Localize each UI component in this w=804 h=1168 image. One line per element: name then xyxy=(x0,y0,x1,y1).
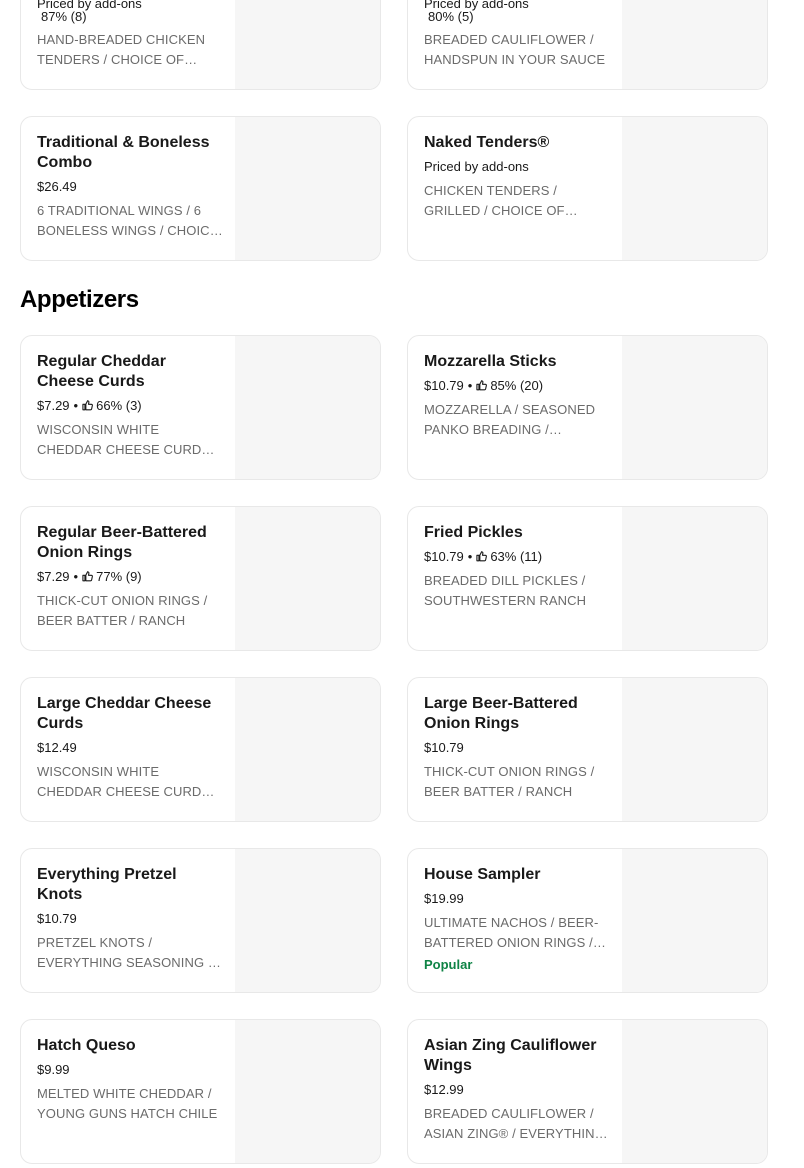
menu-item-name: Naked Tenders® xyxy=(424,134,550,151)
menu-item-card[interactable] xyxy=(407,1019,768,1164)
menu-item-name: Everything Pretzel Knots xyxy=(37,866,177,903)
thumbs-up-icon xyxy=(82,399,93,411)
menu-item-description: HAND-BREADED CHICKEN TENDERS / CHOICE OF xyxy=(37,32,206,67)
menu-item-name: Large Beer-Battered Onion Rings xyxy=(424,695,578,732)
menu-item-info xyxy=(424,507,610,650)
menu-item-price: $10.79 xyxy=(37,911,77,926)
menu-item-card[interactable] xyxy=(20,0,381,90)
menu-item-info xyxy=(424,117,610,260)
menu-item-description: ULTIMATE NACHOS / BEER-BATTERED ONION RINGS / xyxy=(424,915,599,950)
thumbs-up-icon xyxy=(476,550,487,562)
menu-item-description: CHICKEN TENDERS / GRILLED / CHOICE OF xyxy=(424,183,565,218)
menu-item-description: MOZZARELLA / SEASONED PANKO BREADING / xyxy=(424,402,596,437)
menu-item-card[interactable] xyxy=(407,506,768,651)
menu-item-name: Asian Zing Cauliflower Wings xyxy=(424,1037,597,1074)
menu-item-card[interactable] xyxy=(407,335,768,480)
menu-item-info xyxy=(37,849,223,992)
menu-item-card[interactable] xyxy=(20,506,381,651)
menu-item-price: $10.79 xyxy=(424,740,464,755)
menu-item-name: House Sampler xyxy=(424,866,541,883)
menu-item-meta xyxy=(424,548,610,566)
menu-item-info xyxy=(424,1020,610,1163)
thumbs-up-icon xyxy=(82,570,93,582)
menu-item-description: MELTED WHITE CHEDDAR / YOUNG GUNS HATCH CHILE xyxy=(37,1086,218,1121)
menu-item-rating: 63% (11) xyxy=(490,549,543,564)
menu-item-image xyxy=(235,849,380,992)
menu-item-image xyxy=(622,849,767,992)
menu-item-image xyxy=(622,507,767,650)
menu-item-name: Traditional & Boneless Combo xyxy=(37,134,210,171)
menu-item-image xyxy=(622,336,767,479)
popular-badge: Popular xyxy=(424,957,473,972)
menu-item-meta xyxy=(37,568,223,586)
menu-item-card[interactable] xyxy=(20,116,381,261)
menu-item-card[interactable] xyxy=(407,848,768,993)
menu-item-description: THICK-CUT ONION RINGS / BEER BATTER / RANCH xyxy=(424,764,595,799)
menu-item-price: $9.99 xyxy=(37,1062,70,1077)
menu-item-partial-text: Priced by add-ons xyxy=(424,0,529,11)
menu-item-image xyxy=(622,0,767,89)
menu-item-rating: 77% (9) xyxy=(96,569,142,584)
menu-item-info xyxy=(424,0,610,89)
menu-item-rating xyxy=(41,8,227,26)
menu-item-card[interactable] xyxy=(20,1019,381,1164)
menu-item-meta xyxy=(424,377,610,395)
menu-item-description: BREADED DILL PICKLES / SOUTHWESTERN RANCH xyxy=(424,573,587,608)
menu-item-card[interactable] xyxy=(20,848,381,993)
menu-item-card[interactable] xyxy=(407,677,768,822)
menu-item-name: Fried Pickles xyxy=(424,524,523,541)
menu-item-image xyxy=(235,0,380,89)
menu-item-info xyxy=(37,336,223,479)
menu-item-description: WISCONSIN WHITE CHEDDAR CHEESE CURDS / xyxy=(37,764,218,799)
menu-item-image xyxy=(235,507,380,650)
menu-item-price: $12.49 xyxy=(37,740,77,755)
separator-dot: • xyxy=(73,569,79,584)
menu-item-rating: 66% (3) xyxy=(96,398,142,413)
menu-item-card[interactable] xyxy=(20,677,381,822)
menu-item-info xyxy=(37,0,223,89)
menu-item-description: THICK-CUT ONION RINGS / BEER BATTER / RANCH xyxy=(37,593,208,628)
menu-item-info xyxy=(37,678,223,821)
menu-item-price: $12.99 xyxy=(424,1082,464,1097)
separator-dot: • xyxy=(73,398,79,413)
menu-item-image xyxy=(235,1020,380,1163)
menu-item-info xyxy=(37,1020,223,1163)
menu-item-price: $10.79 xyxy=(424,549,464,564)
menu-item-partial-text: Priced by add-ons xyxy=(37,0,142,11)
menu-item-image xyxy=(235,336,380,479)
menu-item-info xyxy=(37,117,223,260)
menu-item-price: Priced by add-ons xyxy=(424,159,529,174)
menu-item-name: Large Cheddar Cheese Curds xyxy=(37,695,212,732)
menu-item-price: $7.29 xyxy=(37,398,70,413)
menu-item-name: Mozzarella Sticks xyxy=(424,353,557,370)
menu-item-info xyxy=(424,678,610,821)
menu-item-image xyxy=(235,678,380,821)
menu-item-card[interactable] xyxy=(407,0,768,90)
menu-item-price: $10.79 xyxy=(424,378,464,393)
rating-value: 87% (8) xyxy=(41,9,87,24)
menu-item-card[interactable] xyxy=(407,116,768,261)
menu-item-rating: 85% (20) xyxy=(490,378,544,393)
menu-item-price: $7.29 xyxy=(37,569,70,584)
menu-item-image xyxy=(622,117,767,260)
menu-item-description: BREADED CAULIFLOWER / ASIAN ZING® / EVERYTHING xyxy=(424,1106,605,1141)
menu-item-info xyxy=(424,336,610,479)
menu-item-name: Hatch Queso xyxy=(37,1037,136,1054)
menu-item-image xyxy=(622,678,767,821)
separator-dot: • xyxy=(467,378,473,393)
menu-item-price: $19.99 xyxy=(424,891,464,906)
menu-item-description: 6 TRADITIONAL WINGS / 6 BONELESS WINGS / CHOICE xyxy=(37,203,219,238)
menu-item-name: Regular Beer-Battered Onion Rings xyxy=(37,524,207,561)
menu-item-card[interactable] xyxy=(20,335,381,480)
menu-item-description: PRETZEL KNOTS / EVERYTHING SEASONING / xyxy=(37,935,212,970)
menu-item-rating xyxy=(428,8,614,26)
menu-item-meta xyxy=(37,397,223,415)
menu-item-info xyxy=(424,849,610,992)
menu-item-image xyxy=(622,1020,767,1163)
menu-item-description: BREADED CAULIFLOWER / HANDSPUN IN YOUR SAUCE xyxy=(424,32,606,67)
section-title-appetizers: Appetizers xyxy=(20,286,139,313)
menu-item-image xyxy=(235,117,380,260)
menu-item-price: $26.49 xyxy=(37,179,77,194)
separator-dot: • xyxy=(467,549,473,564)
rating-value: 80% (5) xyxy=(428,9,474,24)
menu-item-description: WISCONSIN WHITE CHEDDAR CHEESE CURDS / xyxy=(37,422,218,457)
menu-item-name: Regular Cheddar Cheese Curds xyxy=(37,353,166,390)
thumbs-up-icon xyxy=(476,379,487,391)
menu-item-info xyxy=(37,507,223,650)
